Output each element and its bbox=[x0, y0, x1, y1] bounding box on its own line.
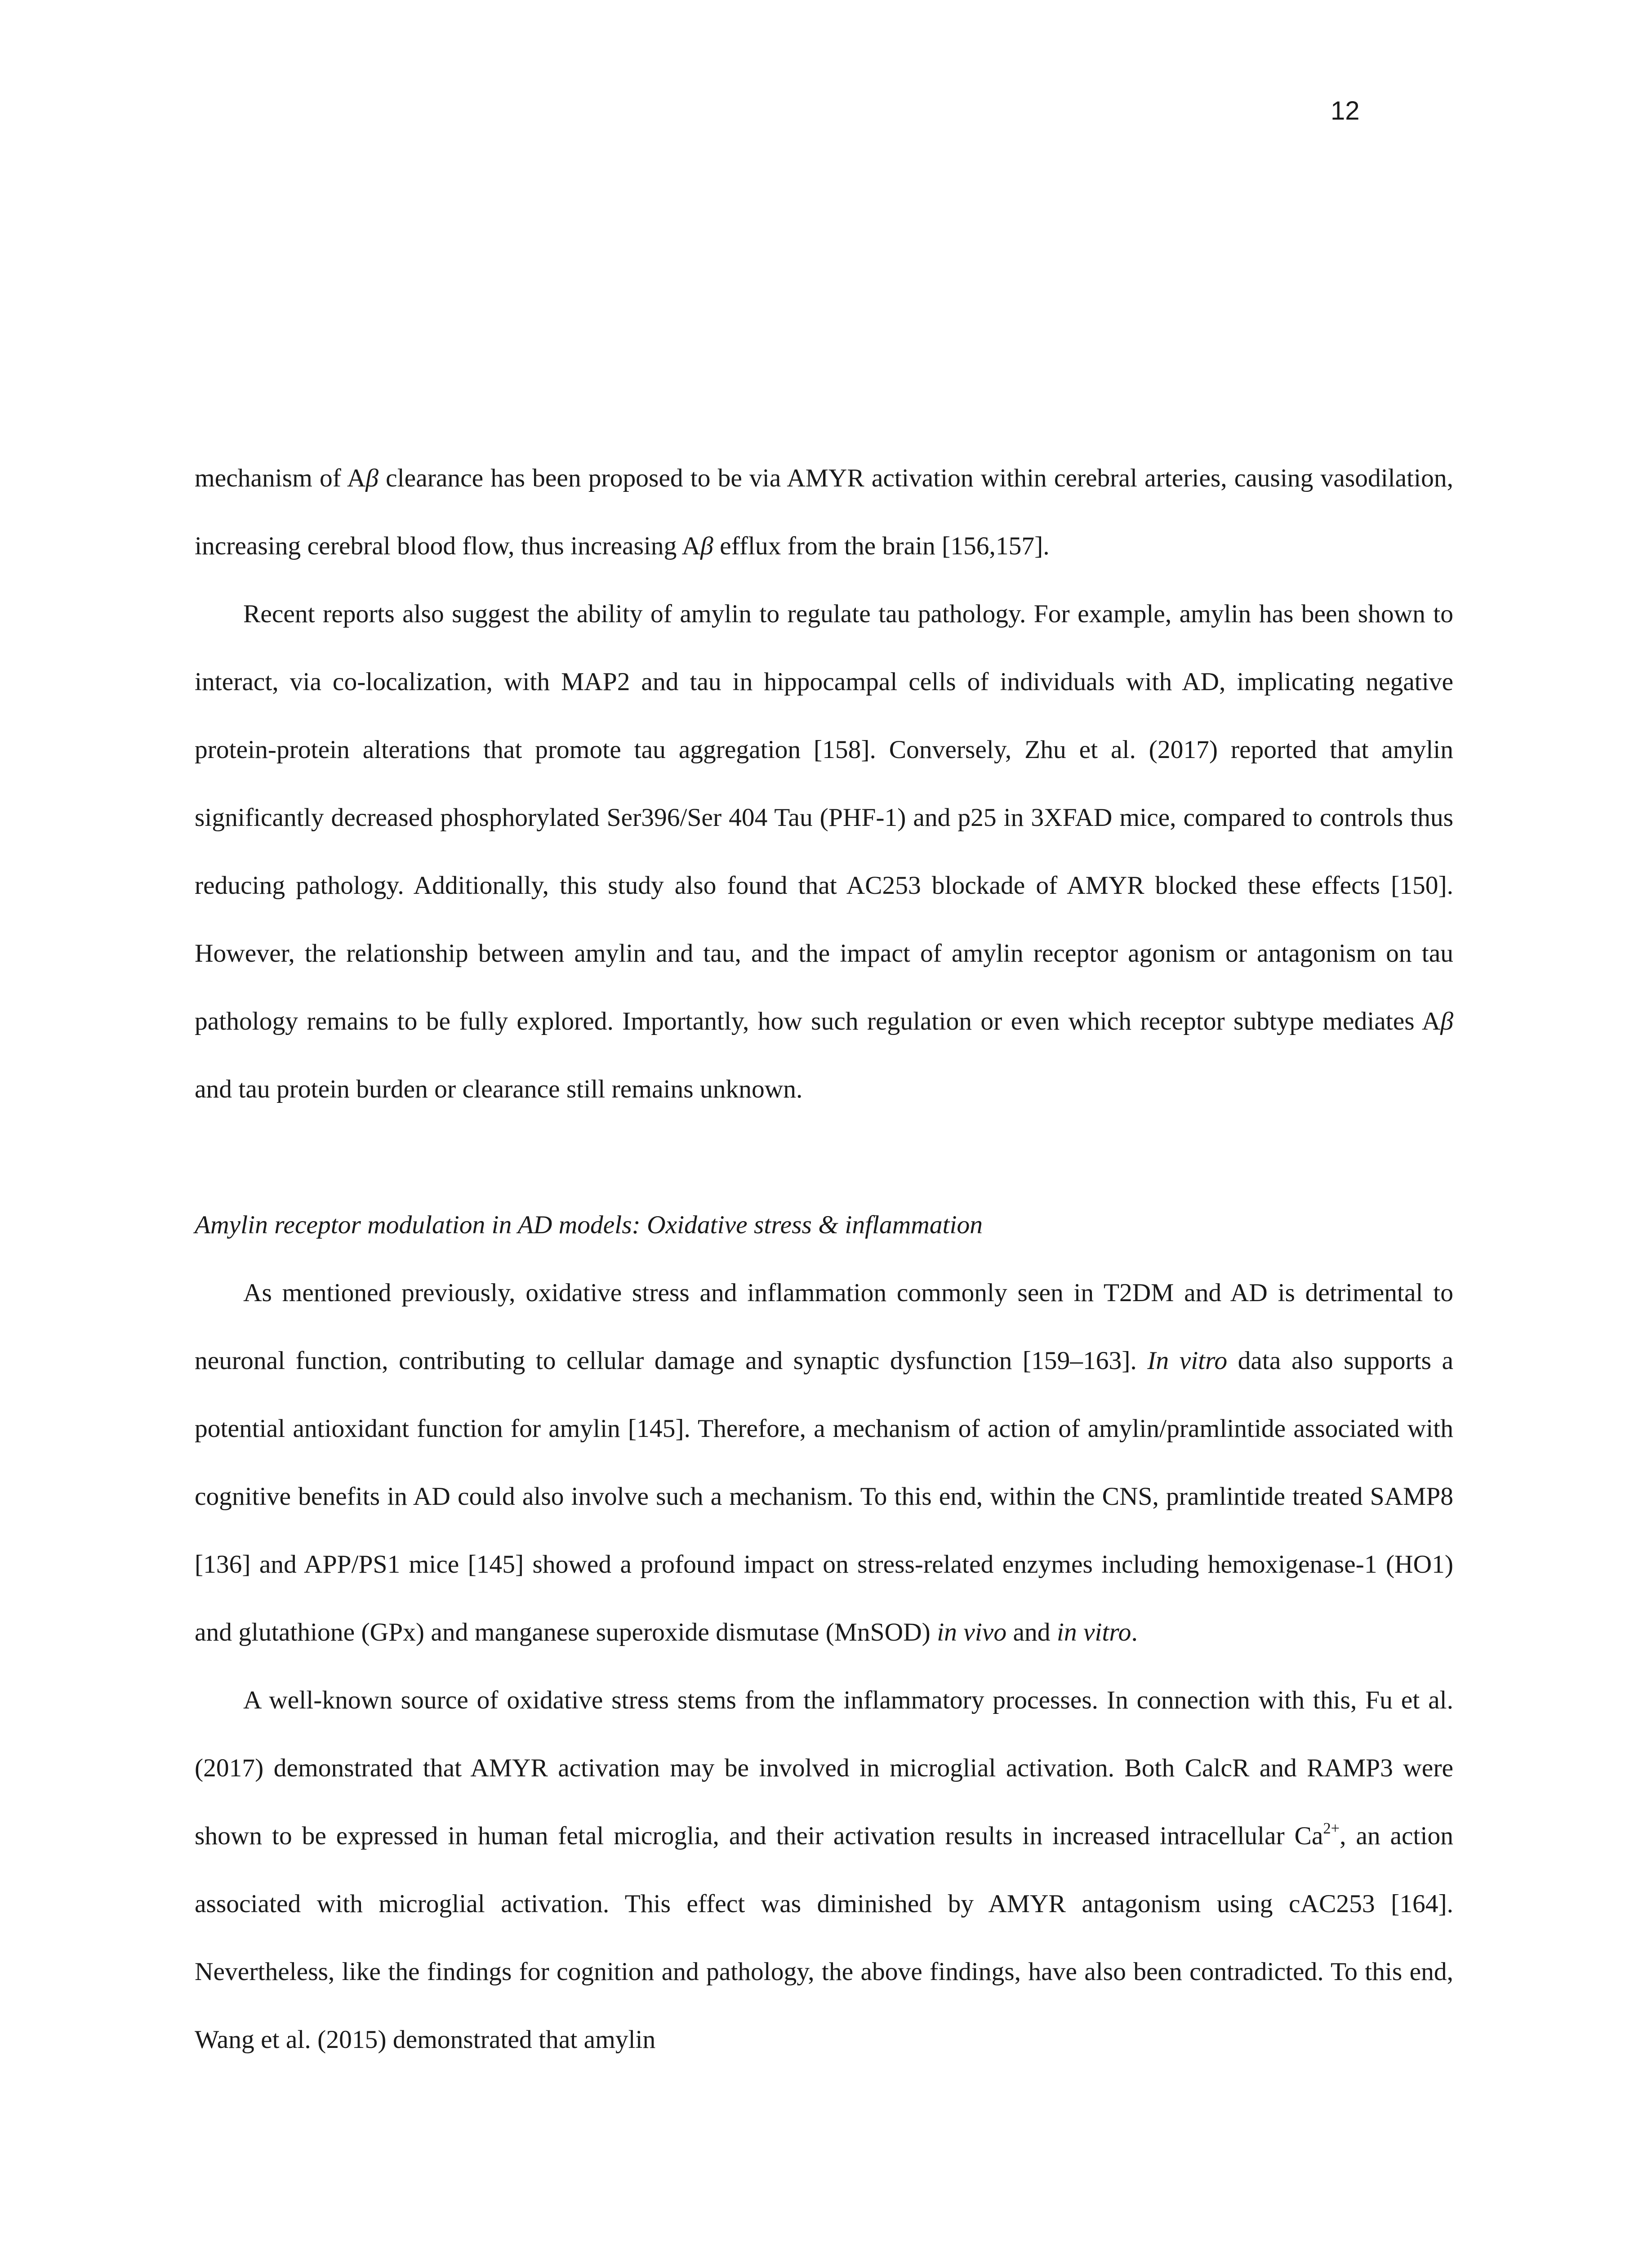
paragraph-4 bbox=[195, 1666, 1453, 2074]
text-span: efflux from the brain [156,157]. bbox=[713, 532, 1050, 560]
section-heading: Amylin receptor modulation in AD models: Oxidative stress & inflammation bbox=[195, 1211, 983, 1239]
text-span: clearance has been proposed to be via AMYR activation within cerebral arteries, causing vasodilation, increasing cerebral blood flow, thus increasing A bbox=[195, 464, 1453, 560]
in-vitro-italic: in vitro bbox=[1056, 1618, 1131, 1646]
superscript: 2+ bbox=[1323, 1820, 1340, 1837]
paragraph-1 bbox=[195, 444, 1453, 580]
page-number: 12 bbox=[1331, 96, 1360, 125]
in-vitro-italic: In vitro bbox=[1147, 1347, 1228, 1375]
text-span: mechanism of A bbox=[195, 464, 366, 492]
paragraph-2 bbox=[195, 580, 1453, 1123]
text-span: , an action associated with microglial activation. This effect was diminished by AMYR antagonism using cAC253 [164]. Nevertheless, like the findings for cognition and pathology, the above findings, have also been contradicted. To this end, Wang et al. (2015) demonstrated that amylin bbox=[195, 1822, 1453, 2054]
beta-symbol: β bbox=[700, 532, 713, 560]
body-text bbox=[195, 444, 1453, 2074]
text-span: and tau protein burden or clearance still remains unknown. bbox=[195, 1075, 803, 1103]
text-span: and bbox=[1006, 1618, 1057, 1646]
paragraph-3 bbox=[195, 1259, 1453, 1666]
text-span: . bbox=[1131, 1618, 1138, 1646]
in-vivo-italic: in vivo bbox=[937, 1618, 1007, 1646]
beta-symbol: β bbox=[1440, 1007, 1453, 1035]
text-span: A well-known source of oxidative stress stems from the inflammatory processes. In connection with this, Fu et al. (2017) demonstrated that AMYR activation may be involved in microglial activation. Both CalcR and RAMP3 were shown to be expressed in human fetal microglia, and their activation results in increased intracellular Ca bbox=[195, 1686, 1453, 1850]
text-span: Recent reports also suggest the ability of amylin to regulate tau pathology. For example, amylin has been shown to interact, via co-localization, with MAP2 and tau in hippocampal cells of individuals with AD, implicating negative protein-protein alterations that promote tau aggregation [158]. Conversely, Zhu et al. (2017) reported that amylin significantly decreased phosphorylated Ser396/Ser 404 Tau (PHF-1) and p25 in 3XFAD mice, compared to controls thus reducing pathology. Additionally, this study also found that AC253 blockade of AMYR blocked these effects [150]. However, the relationship between amylin and tau, and the impact of amylin receptor agonism or antagonism on tau pathology remains to be fully explored. Importantly, how such regulation or even which receptor subtype mediates A bbox=[195, 600, 1453, 1035]
beta-symbol: β bbox=[365, 464, 379, 492]
text-span: data also supports a potential antioxidant function for amylin [145]. Therefore, a mechanism of action of amylin/pramlintide associated with cognitive benefits in AD could also involve such a mechanism. To this end, within the CNS, pramlintide treated SAMP8 [136] and APP/PS1 mice [145] showed a profound impact on stress-related enzymes including hemoxigenase-1 (HO1) and glutathione (GPx) and manganese superoxide dismutase (MnSOD) bbox=[195, 1347, 1453, 1646]
text-span: As mentioned previously, oxidative stress and inflammation commonly seen in T2DM and AD is detrimental to neuronal function, contributing to cellular damage and synaptic dysfunction [159–163]. bbox=[195, 1279, 1453, 1375]
